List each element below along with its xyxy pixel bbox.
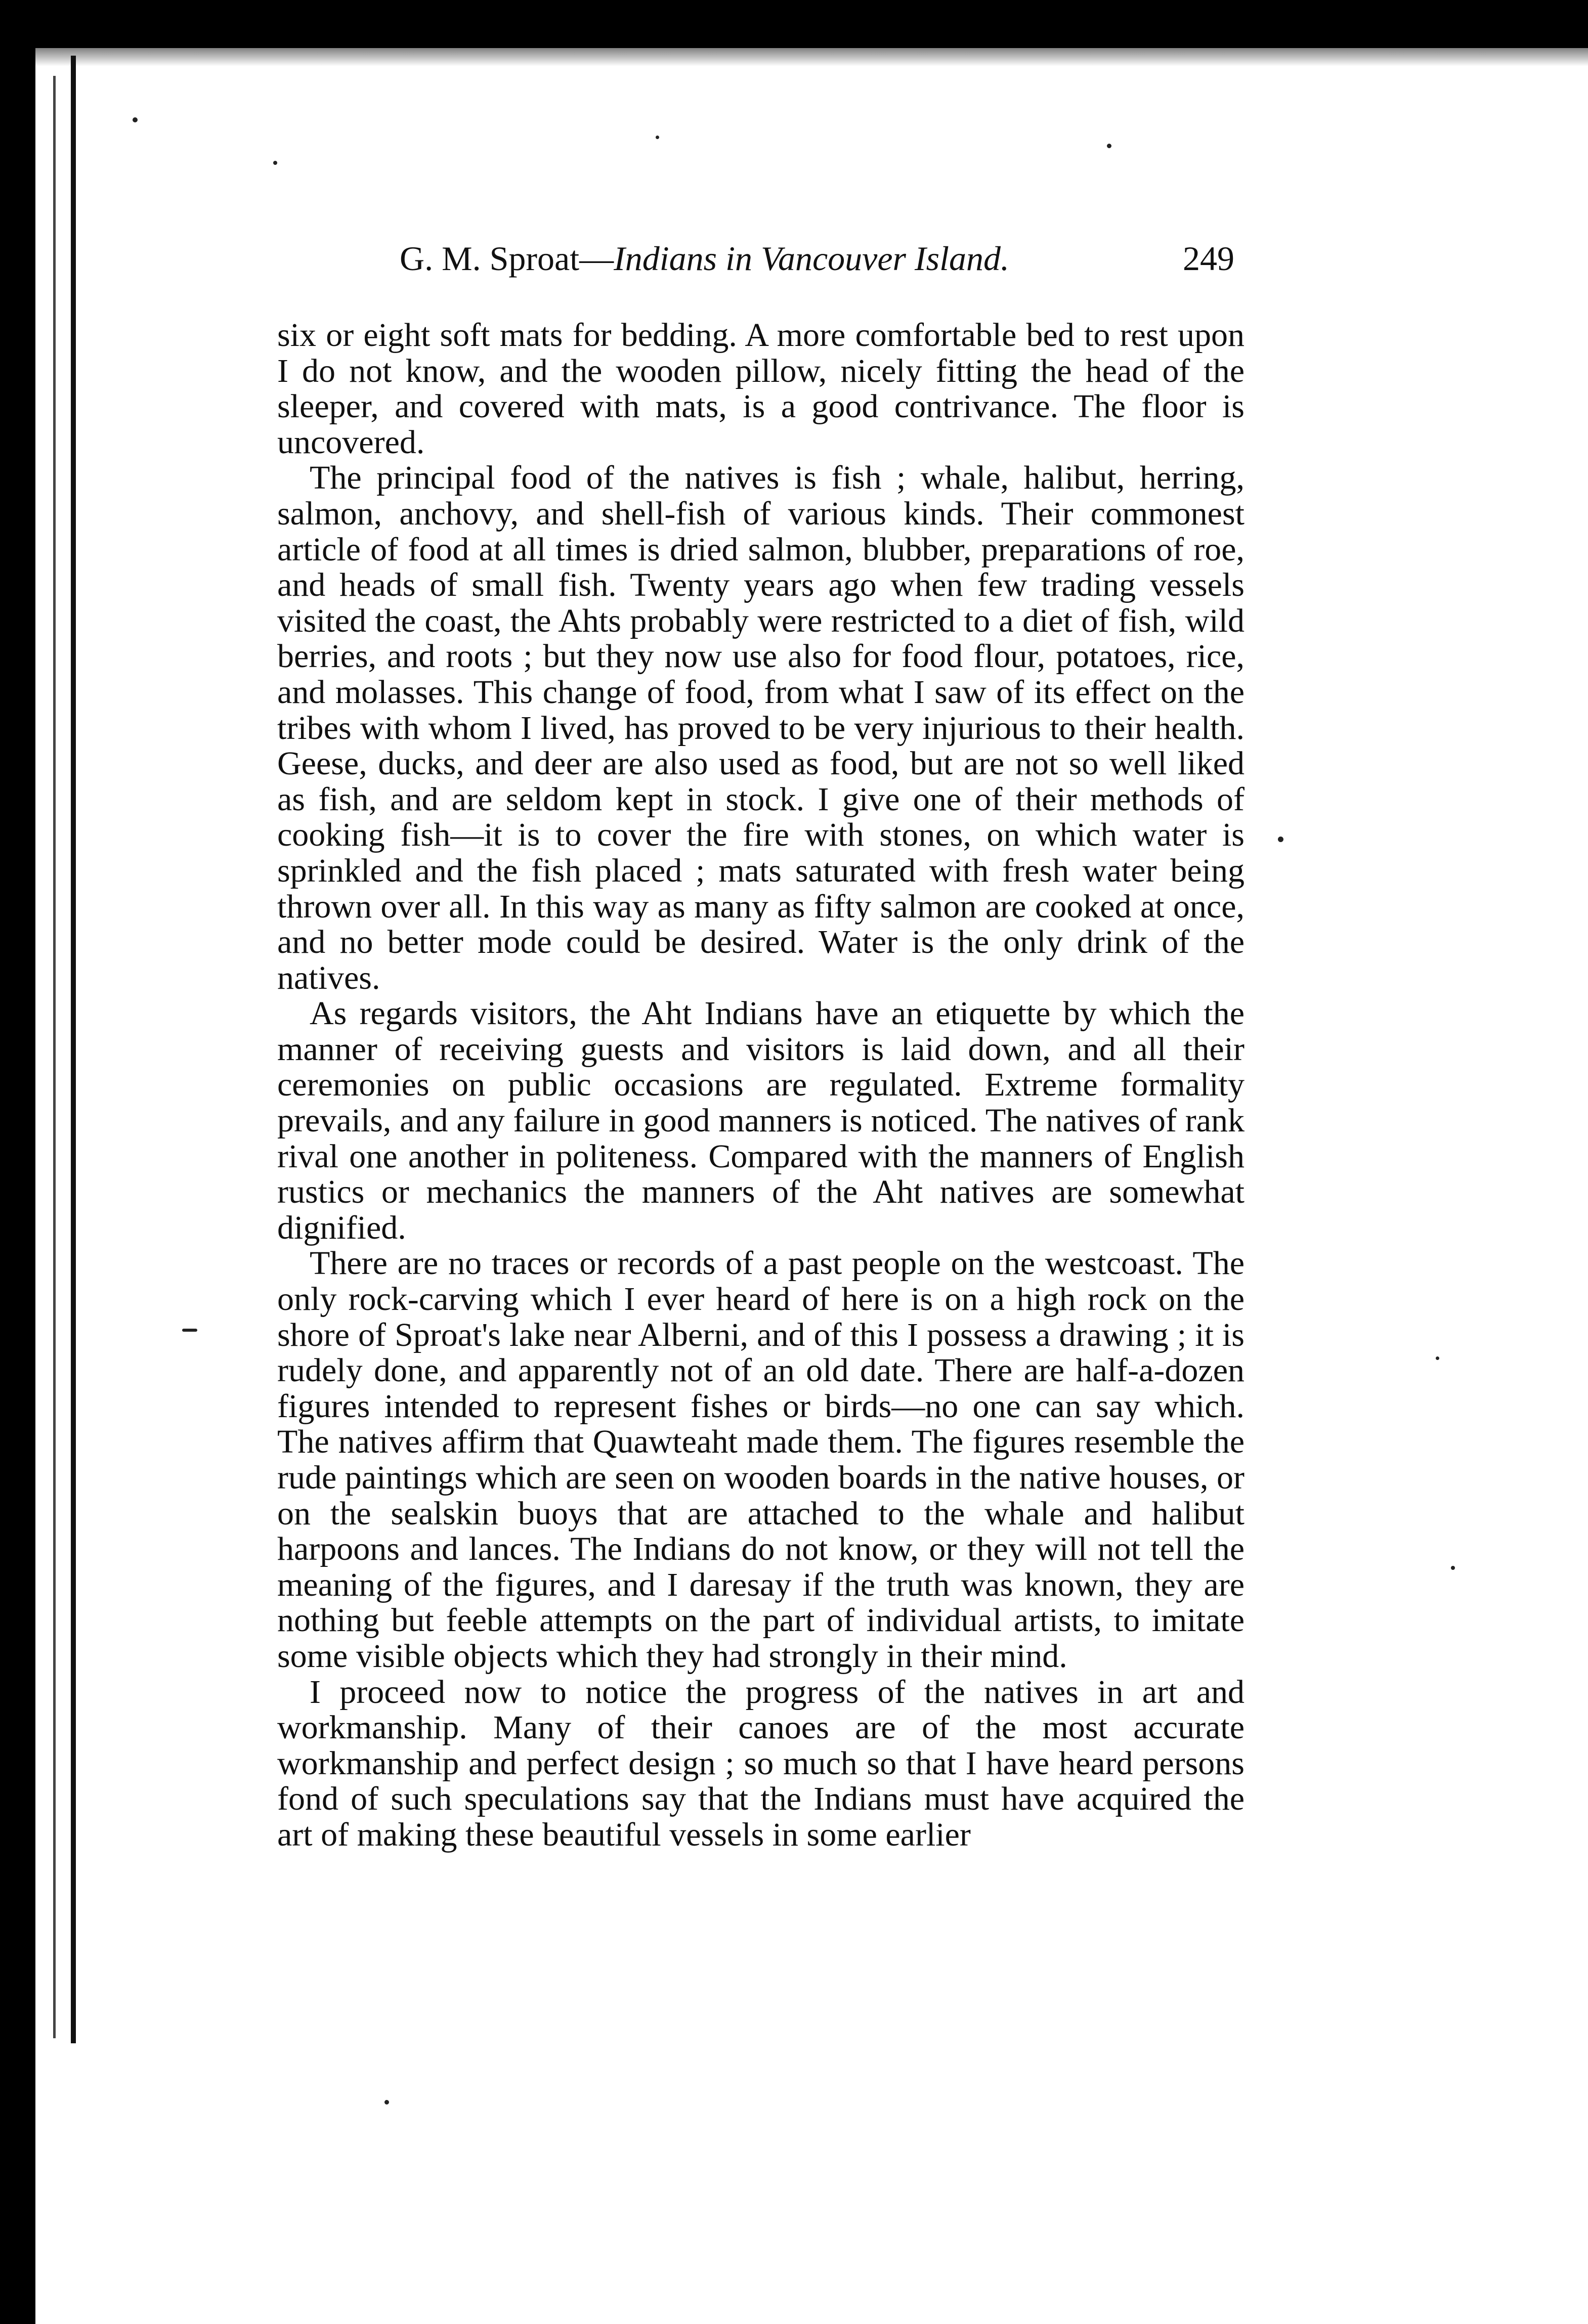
scan-speck bbox=[1451, 1566, 1455, 1570]
header-author: G. M. Sproat bbox=[400, 239, 580, 278]
page-top-edge-shadow bbox=[35, 48, 1588, 66]
binding-edge-line bbox=[71, 56, 76, 2043]
scan-speck bbox=[1436, 1356, 1439, 1360]
running-head bbox=[400, 239, 1009, 279]
paragraph: The principal food of the natives is fish ; whale, halibut, herring, salmon, anchovy, and shell-fish of various kinds. Their commonest article of food at all times is dried salmon, blubber, preparations of roe, and heads of small fish. Twenty years ago when few trading vessels visited the coast, the Ahts probably were restricted to a diet of fish, wild berries, and roots ; but they now use also for food flour, potatoes, rice, and molasses. This change of food, from what I saw of its effect on the tribes with whom I lived, has proved to be very injurious to their health. Geese, ducks, and deer are also used as food, but are not so well liked as fish, and are seldom kept in stock. I give one of their methods of cooking fish—it is to cover the fire with stones, on which water is sprinkled and the fish placed ; mats saturated with fresh water being thrown over all. In this way as many as fifty salmon are cooked at once, and no better mode could be desired. Water is the only drink of the natives. bbox=[277, 459, 1244, 996]
running-header bbox=[400, 239, 1234, 289]
body-text bbox=[277, 318, 1244, 1853]
scan-speck bbox=[1278, 837, 1283, 842]
binding-shadow-line bbox=[53, 76, 56, 2038]
scan-speck bbox=[273, 161, 277, 165]
paragraph: There are no traces or records of a past people on the westcoast. The only rock-carving which I ever heard of here is on a high rock on the shore of Sproat's lake near Alberni, and of this I possess a drawing ; it is rudely done, and apparently not of an old date. There are half-a-dozen figures intended to represent fishes or birds—no one can say which. The natives affirm that Quawteaht made them. The figures resemble the rude paintings which are seen on wooden boards in the native houses, or on the sealskin buoys that are attached to the whale and halibut harpoons and lances. The Indians do not know, or they will not tell the meaning of the figures, and I daresay if the truth was known, they are nothing but feeble attempts on the part of individual artists, to imitate some visible objects which they had strongly in their mind. bbox=[277, 1245, 1244, 1675]
scan-speck bbox=[182, 1329, 197, 1332]
header-separator: — bbox=[579, 239, 614, 278]
scan-speck bbox=[656, 136, 659, 139]
scan-speck bbox=[133, 117, 138, 122]
scan-speck bbox=[1107, 144, 1111, 148]
paragraph: As regards visitors, the Aht Indians have an etiquette by which the manner of receiving guests and visitors is laid down, and all their ceremonies on public occasions are regulated. Extreme formality prevails, and any failure in good manners is noticed. The natives of rank rival one another in politeness. Compared with the manners of English rustics or mechanics the manners of the Aht natives are somewhat dignified. bbox=[277, 995, 1244, 1246]
page-number: 249 bbox=[1183, 239, 1234, 278]
header-title: Indians in Vancouver Island. bbox=[614, 239, 1010, 278]
scan-speck bbox=[384, 2100, 389, 2104]
paragraph: I proceed now to notice the progress of the natives in art and workmanship. Many of their canoes are of the most accurate workmanship and perfect design ; so much so that I have heard persons fond of such speculations say that the Indians must have acquired the art of making these beautiful vessels in some earlier bbox=[277, 1673, 1244, 1853]
paragraph: six or eight soft mats for bedding. A more comfortable bed to rest upon I do not know, and the wooden pillow, nicely fitting the head of the sleeper, and covered with mats, is a good contrivance. The floor is uncovered. bbox=[277, 317, 1244, 461]
